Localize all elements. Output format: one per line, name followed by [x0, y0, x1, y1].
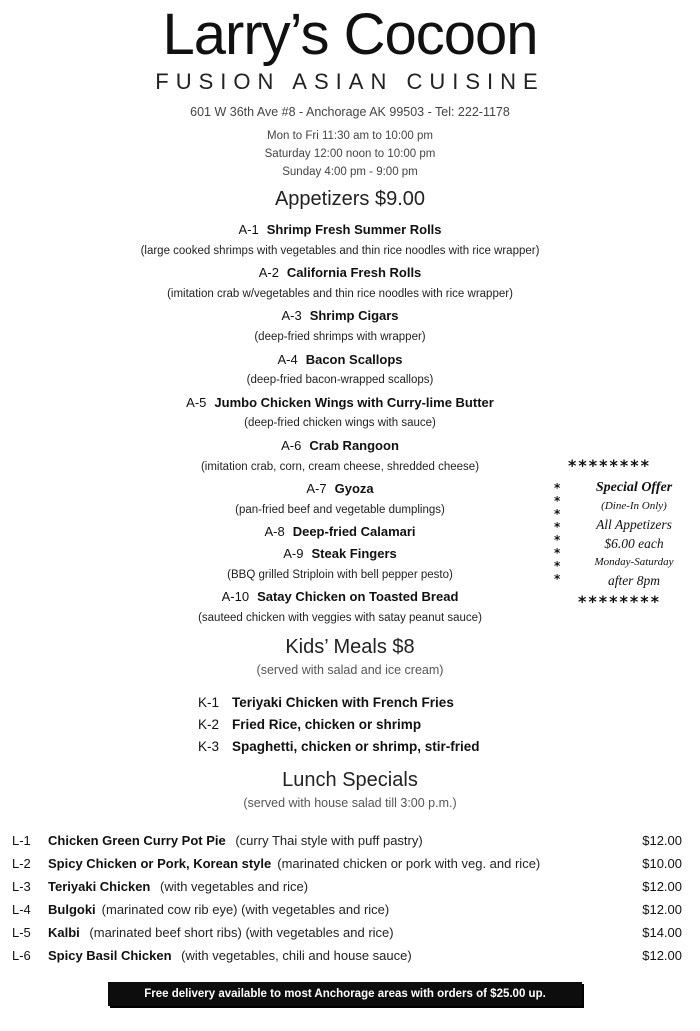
special-offer-price: $6.00 each — [604, 536, 664, 551]
menu-item: L-6 Spicy Basil Chicken (with vegetables, chili and house sauce) $12.00 — [12, 944, 682, 967]
special-offer-text — [572, 478, 696, 590]
delivery-banner: Free delivery available to most Anchorage areas with orders of $25.00 up. — [108, 982, 582, 1006]
menu-item: A-2 California Fresh Rolls — [258, 265, 422, 281]
hours-weekday: Mon to Fri 11:30 am to 10:00 pm — [267, 130, 433, 142]
menu-item: A-10 Satay Chicken on Toasted Bread — [221, 589, 459, 605]
menu-item: K-1 Teriyaki Chicken with French Fries — [198, 695, 454, 710]
lunch-list — [12, 829, 682, 967]
menu-item: L-3 Teriyaki Chicken (with vegetables and rice) $12.00 — [12, 875, 682, 898]
menu-item: K-3 Spaghetti, chicken or shrimp, stir-fried — [198, 739, 480, 754]
menu-item: A-7 Gyoza — [306, 481, 374, 497]
menu-item: A-9 Steak Fingers — [283, 545, 397, 561]
menu-item-desc: (BBQ grilled Striploin with bell pepper pesto) — [227, 568, 453, 581]
special-offer-days: Monday-Saturday — [594, 556, 674, 568]
special-offer-title: Special Offer — [595, 480, 673, 495]
menu-item: A-1 Shrimp Fresh Summer Rolls — [238, 222, 442, 237]
menu-item-desc: (deep-fried shrimps with wrapper) — [254, 330, 426, 343]
menu-item: A-5 Jumbo Chicken Wings with Curry-lime Butter — [186, 394, 494, 410]
menu-item-desc: (imitation crab w/vegetables and thin rice noodles with rice wrapper) — [167, 287, 513, 300]
kids-heading: Kids’ Meals $8 — [285, 636, 415, 658]
stars-border-side: * * * * * * * * — [554, 481, 561, 586]
restaurant-name: Larry’s Cocoon — [162, 2, 538, 67]
kids-list — [198, 692, 480, 758]
special-offer-box — [552, 456, 700, 614]
menu-item: L-1 Chicken Green Curry Pot Pie (curry Thai style with puff pastry) $12.00 — [12, 829, 682, 852]
menu-item: L-4 Bulgoki (marinated cow rib eye) (with vegetables and rice) $12.00 — [12, 898, 682, 921]
menu-item-desc: (imitation crab, corn, cream cheese, shredded cheese) — [200, 460, 480, 473]
price: $14.00 — [642, 925, 682, 940]
menu-item: K-2 Fried Rice, chicken or shrimp — [198, 717, 422, 732]
special-offer-time: after 8pm — [607, 573, 661, 588]
stars-border-top: ******** — [568, 456, 651, 475]
price: $12.00 — [642, 879, 682, 894]
price: $12.00 — [642, 948, 682, 963]
hours-sunday: Sunday 4:00 pm - 9:00 pm — [282, 166, 418, 178]
menu-item: A-8 Deep-fried Calamari — [264, 524, 416, 540]
appetizers-heading: Appetizers $9.00 — [274, 188, 426, 210]
price: $10.00 — [642, 856, 682, 871]
menu-item: A-4 Bacon Scallops — [277, 351, 403, 367]
kids-subheading: (served with salad and ice cream) — [256, 663, 444, 677]
hours-saturday: Saturday 12:00 noon to 10:00 pm — [264, 148, 436, 160]
menu-item: A-6 Crab Rangoon — [281, 437, 399, 453]
menu-item-desc: (deep-fried bacon-wrapped scallops) — [246, 374, 434, 387]
menu-item-desc: (deep-fried chicken wings with sauce) — [244, 417, 436, 430]
menu-item: L-2 Spicy Chicken or Pork, Korean style (marinated chicken or pork with veg. and rice) $10.00 — [12, 852, 682, 875]
price: $12.00 — [642, 902, 682, 917]
menu-item: L-5 Kalbi (marinated beef short ribs) (with vegetables and rice) $14.00 — [12, 921, 682, 944]
menu-item: A-3 Shrimp Cigars — [281, 308, 399, 324]
menu-item-desc: (pan-fried beef and vegetable dumplings) — [235, 503, 445, 516]
price: $12.00 — [642, 833, 682, 848]
special-offer-note: (Dine-In Only) — [601, 500, 667, 512]
restaurant-tagline: FUSION ASIAN CUISINE — [155, 69, 545, 94]
menu-item-desc: (sauteed chicken with veggies with satay peanut sauce) — [198, 611, 482, 624]
lunch-subheading: (served with house salad till 3:00 p.m.) — [243, 796, 457, 810]
address-line: 601 W 36th Ave #8 - Anchorage AK 99503 - Tel: 222-1178 — [190, 105, 510, 119]
lunch-heading: Lunch Specials — [282, 769, 418, 791]
stars-border-bottom: ******** — [578, 592, 661, 611]
menu-item-desc: (large cooked shrimps with vegetables and thin rice noodles with rice wrapper) — [140, 244, 540, 257]
special-offer-item: All Appetizers — [596, 517, 672, 532]
